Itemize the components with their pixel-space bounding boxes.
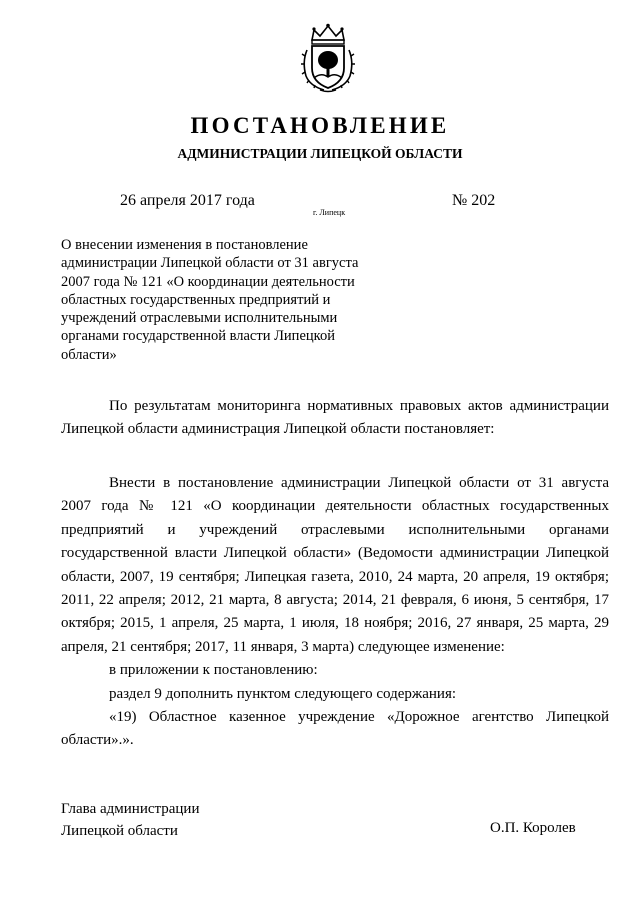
paragraph: в приложении к постановлению: [109,662,318,679]
paragraph: Внести в постановление администрации Липецкой области от 31 августа 2007 года № 121 «О координации деятельности областных государственных предприятий и учреждений отраслевыми исполнительными органами государственной власти Липецкой области» (Ведомости администрации Липецкой области, 2007, 19 сентября; Липецкая газета, 2010, 24 марта, 20 апреля, 19 октября; 2011, 22 апреля; 2012, 21 марта, 8 августа; 2014, 21 февраля, 6 июня, 5 сентября, 17 октября; 2015, 1 апреля, 25 марта, 1 июля, 18 ноября; 2016, 27 января, 25 марта, 29 апреля, 21 сентября; 2017, 11 января, 3 марта) следующее изменение: [61,475,609,655]
document-city: г. Липецк [313,208,346,217]
signature-position [61,798,199,842]
document-date: 26 апреля 2017 года [120,192,255,209]
paragraph: раздел 9 дополнить пунктом следующего содержания: [109,685,457,702]
document-issuer: АДМИНИСТРАЦИИ ЛИПЕЦКОЙ ОБЛАСТИ [177,146,463,161]
document-number: № 202 [452,192,496,209]
decision-body [61,472,609,753]
lipetsk-coat-of-arms-icon [298,22,358,94]
document-title: ПОСТАНОВЛЕНИЕ [190,113,450,138]
preamble-paragraph [61,395,609,442]
paragraph: По результатам мониторинга нормативных правовых актов администрации Липецкой области администрация Липецкой области постановляет: [61,398,609,438]
signature-position-line: Глава администрации [61,801,200,817]
signatory-name: О.П. Королев [490,820,576,836]
signature-position-line: Липецкой области [61,823,178,839]
document-subject: О внесении изменения в постановление администрации Липецкой области от 31 августа 2007 года № 121 «О координации деятельности областных государственных предприятий и учреждений отраслевыми исполнительными органами государственной власти Липецкой области» [61,237,359,363]
paragraph: «19) Областное казенное учреждение «Дорожное агентство Липецкой области».». [61,709,609,749]
